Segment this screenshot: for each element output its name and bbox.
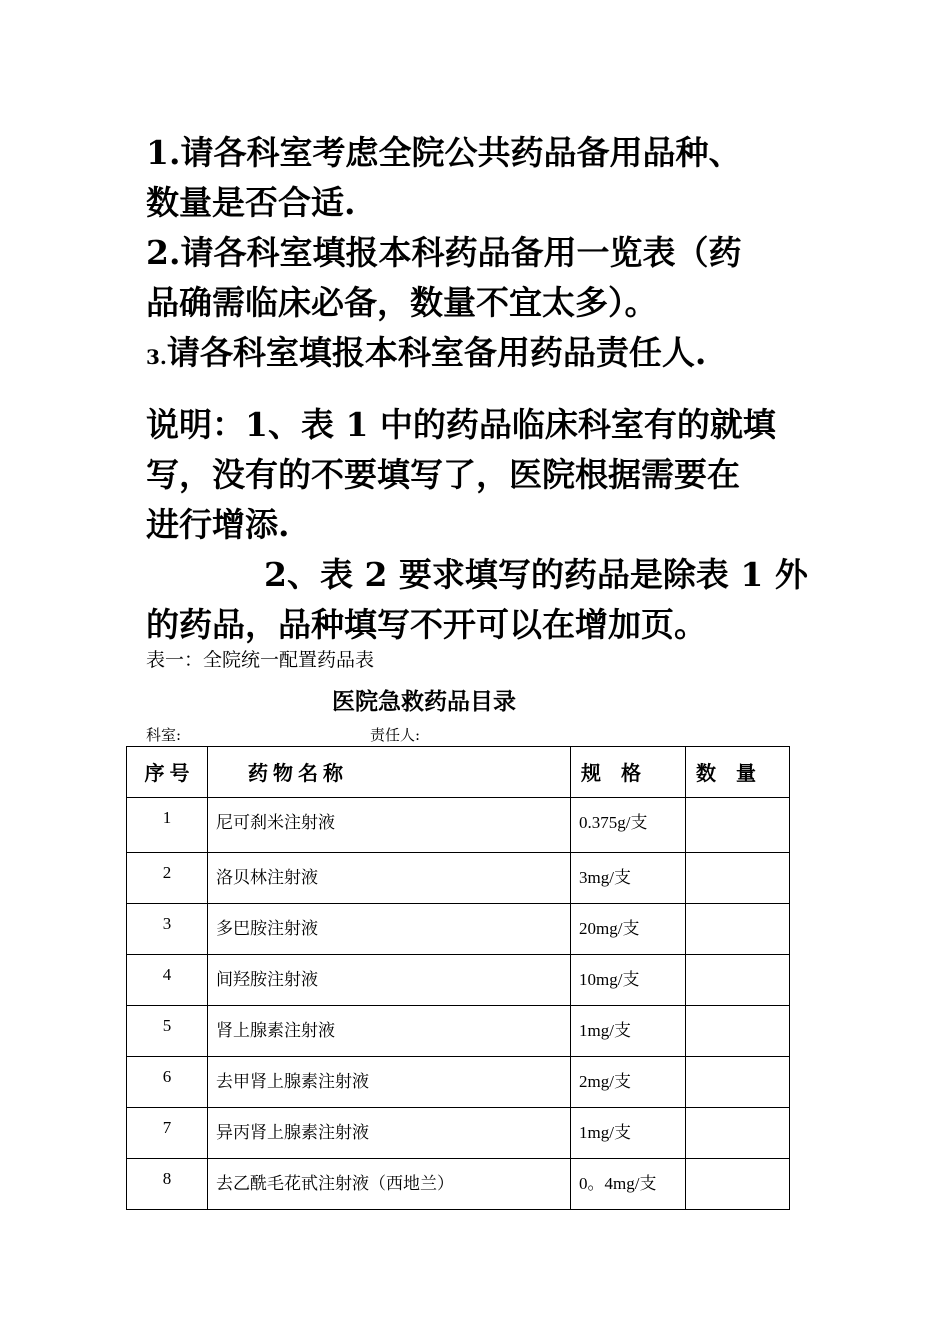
table-header-row bbox=[127, 747, 790, 798]
row-spec: 20mg/支 bbox=[571, 904, 686, 955]
instruction-1-line-1: 1.请各科室考虑全院公共药品备用品种、 bbox=[146, 133, 742, 172]
row-drug-name: 多巴胺注射液 bbox=[208, 904, 571, 955]
note-line-4: 2、表 2 要求填写的药品是除表 1 外 bbox=[264, 555, 808, 594]
table-row bbox=[127, 904, 790, 955]
instruction-2-line-1: 2.请各科室填报本科药品备用一览表（药 bbox=[146, 233, 742, 272]
row-quantity-cell[interactable] bbox=[686, 1057, 790, 1108]
instruction-3-text: 请各科室填报本科室备用药品责任人. bbox=[166, 333, 707, 372]
row-number: 6 bbox=[127, 1057, 208, 1108]
table-row bbox=[127, 798, 790, 853]
table-title: 医院急救药品目录 bbox=[332, 688, 516, 715]
instruction-3-number: 3. bbox=[146, 345, 167, 369]
row-drug-name: 去乙酰毛花甙注射液（西地兰） bbox=[208, 1159, 571, 1210]
emergency-drug-table bbox=[126, 746, 790, 1210]
row-quantity-cell[interactable] bbox=[686, 1159, 790, 1210]
row-number: 2 bbox=[127, 853, 208, 904]
row-spec: 1mg/支 bbox=[571, 1108, 686, 1159]
header-quantity: 数 量 bbox=[686, 747, 790, 798]
note-line-5: 的药品，品种填写不开可以在增加页。 bbox=[146, 605, 707, 644]
table-row bbox=[127, 853, 790, 904]
table-caption: 表一：全院统一配置药品表 bbox=[146, 649, 375, 671]
row-number: 7 bbox=[127, 1108, 208, 1159]
responsible-person-label: 责任人: bbox=[370, 726, 421, 744]
row-spec: 1mg/支 bbox=[571, 1006, 686, 1057]
row-number: 8 bbox=[127, 1159, 208, 1210]
row-drug-name: 尼可刹米注射液 bbox=[208, 798, 571, 853]
row-drug-name: 洛贝林注射液 bbox=[208, 853, 571, 904]
row-spec: 2mg/支 bbox=[571, 1057, 686, 1108]
row-spec: 0.375g/支 bbox=[571, 798, 686, 853]
instruction-2-line-2: 品确需临床必备，数量不宜太多）。 bbox=[146, 283, 658, 322]
note-line-1: 说明：1、表 1 中的药品临床科室有的就填 bbox=[146, 405, 776, 444]
table-row bbox=[127, 1057, 790, 1108]
note-line-3: 进行增添. bbox=[146, 505, 290, 544]
instruction-1-line-2: 数量是否合适. bbox=[146, 183, 356, 222]
row-quantity-cell[interactable] bbox=[686, 853, 790, 904]
header-spec: 规 格 bbox=[571, 747, 686, 798]
row-drug-name: 间羟胺注射液 bbox=[208, 955, 571, 1006]
row-quantity-cell[interactable] bbox=[686, 904, 790, 955]
header-number: 序 号 bbox=[127, 747, 208, 798]
row-number: 3 bbox=[127, 904, 208, 955]
row-quantity-cell[interactable] bbox=[686, 798, 790, 853]
table-row bbox=[127, 1108, 790, 1159]
row-drug-name: 去甲肾上腺素注射液 bbox=[208, 1057, 571, 1108]
row-drug-name: 异丙肾上腺素注射液 bbox=[208, 1108, 571, 1159]
row-quantity-cell[interactable] bbox=[686, 1006, 790, 1057]
header-drug-name: 药 物 名 称 bbox=[208, 747, 571, 798]
row-quantity-cell[interactable] bbox=[686, 1108, 790, 1159]
row-number: 1 bbox=[127, 798, 208, 853]
row-spec: 0。4mg/支 bbox=[571, 1159, 686, 1210]
row-spec: 10mg/支 bbox=[571, 955, 686, 1006]
row-number: 4 bbox=[127, 955, 208, 1006]
row-spec: 3mg/支 bbox=[571, 853, 686, 904]
instruction-3 bbox=[146, 328, 706, 382]
department-label: 科室: bbox=[146, 726, 182, 744]
row-number: 5 bbox=[127, 1006, 208, 1057]
table-row bbox=[127, 1159, 790, 1210]
note-line-2: 写，没有的不要填写了，医院根据需要在 bbox=[146, 455, 740, 494]
row-quantity-cell[interactable] bbox=[686, 955, 790, 1006]
table-row bbox=[127, 955, 790, 1006]
table-row bbox=[127, 1006, 790, 1057]
row-drug-name: 肾上腺素注射液 bbox=[208, 1006, 571, 1057]
